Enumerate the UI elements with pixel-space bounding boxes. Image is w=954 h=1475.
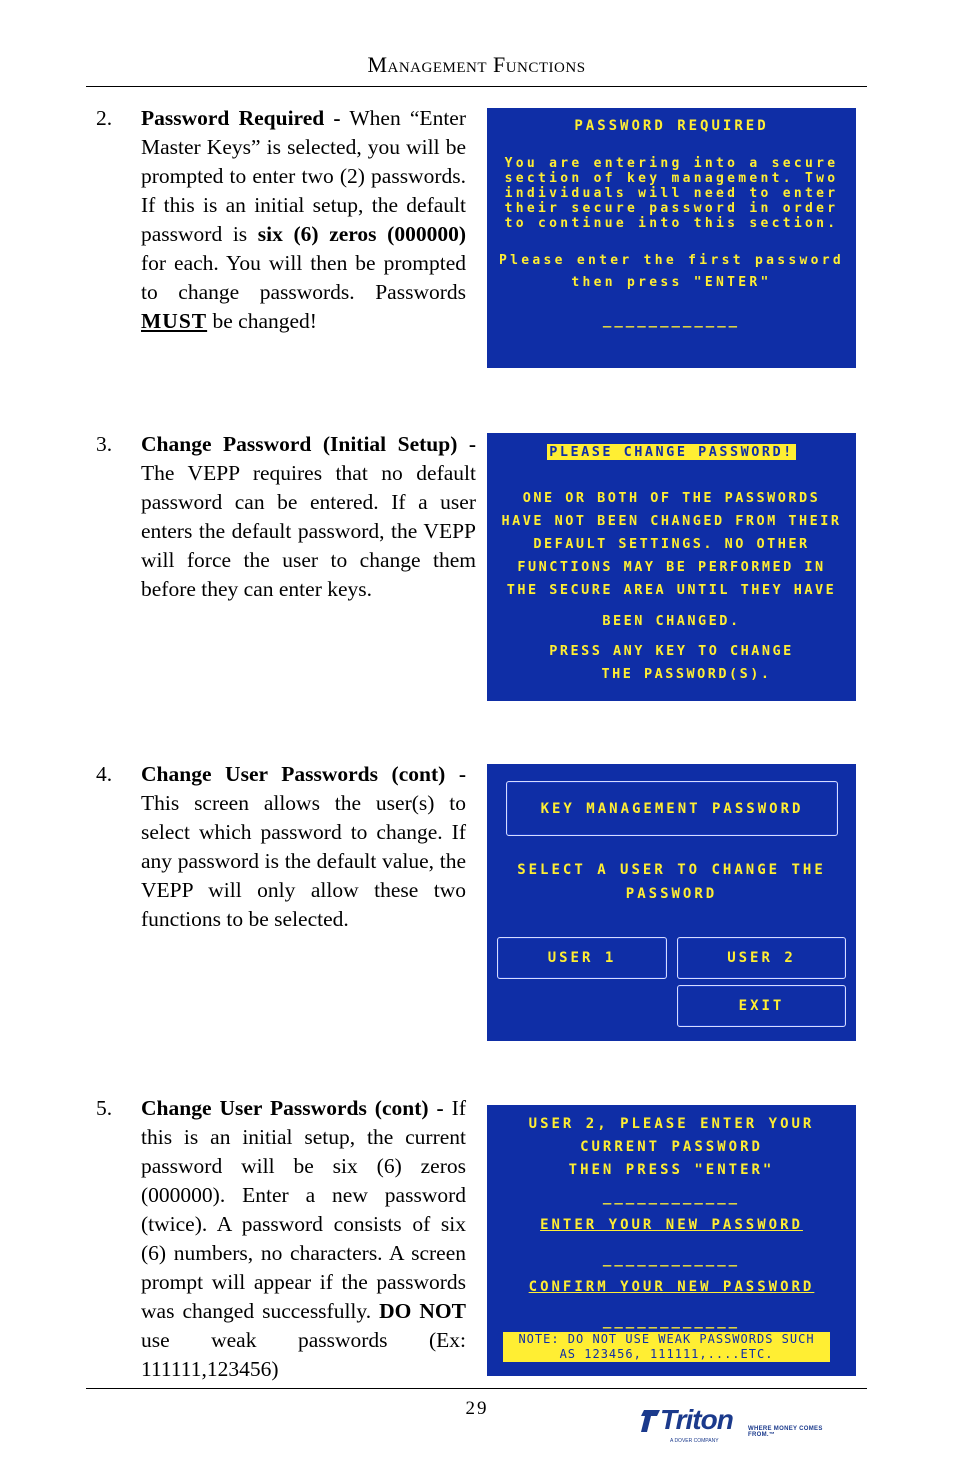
user-1-label: USER 1: [547, 950, 617, 966]
screen-line: BEEN CHANGED.: [602, 613, 741, 629]
footer-divider: [86, 1388, 867, 1389]
weak-password-note: [503, 1332, 830, 1362]
new-password-field: ____________: [602, 1251, 741, 1267]
screen-prompt: Please enter the first password: [499, 253, 844, 268]
screen-line: THE SECURE AREA UNTIL THEY HAVE: [506, 582, 837, 598]
password-entry-field: ____________: [602, 312, 741, 328]
screen-title: [487, 444, 856, 460]
item-emphasis: DO NOT: [379, 1299, 466, 1323]
screen-line: HAVE NOT BEEN CHANGED FROM THEIR: [501, 513, 842, 529]
item-emphasis: MUST: [141, 309, 208, 333]
item-body: be changed!: [207, 309, 317, 333]
item-body: use weak passwords (Ex: 111111,123456): [141, 1328, 466, 1381]
page-number: 29: [465, 1398, 489, 1419]
user-2-button[interactable]: [677, 937, 846, 979]
item-number: 5.: [96, 1096, 113, 1120]
item-title: Change User Passwords (cont) -: [141, 762, 466, 786]
screen-line: FUNCTIONS MAY BE PERFORMED IN: [517, 559, 826, 575]
page-header: [86, 52, 867, 87]
screen-line: PASSWORD: [625, 886, 718, 902]
screen-enter-password: [487, 1105, 856, 1376]
screen-line: ONE OR BOTH OF THE PASSWORDS: [522, 490, 821, 506]
screen-title: PASSWORD REQUIRED: [574, 118, 769, 134]
item-number: 3.: [96, 432, 113, 456]
item-text: [141, 104, 466, 336]
screen-line: THEN PRESS "ENTER": [568, 1162, 775, 1178]
screen-line: individuals will need to enter: [504, 186, 839, 201]
screen-title: KEY MANAGEMENT PASSWORD: [540, 800, 804, 817]
brand-name: Triton: [660, 1404, 733, 1435]
item-body: for each. You will then be prompted to change passwords. Passwords: [141, 251, 466, 304]
item-title: Password Required -: [141, 106, 341, 130]
triton-logo-icon: [640, 1408, 662, 1434]
confirm-password-label: CONFIRM YOUR NEW PASSWORD: [528, 1279, 815, 1295]
screen-line: section of key management. Two: [504, 171, 839, 186]
item-body: This screen allows the user(s) to select which password to change. If any password is the default value, the VEPP will only allow these two functions to be selected.: [141, 791, 466, 931]
screen-change-password: [487, 433, 856, 701]
item-title: Change Password (Initial Setup) -: [141, 432, 476, 456]
screen-line: CURRENT PASSWORD: [580, 1139, 763, 1155]
item-body: When “Enter Master Keys” is selected, you will be prompted to enter two (2) passwords. If this is an initial setup, the default password is: [141, 106, 466, 246]
item-body: The VEPP requires that no default password can be entered. If a user enters the default password, the VEPP will force the user to change them before they can enter keys.: [141, 461, 476, 601]
screen-line: their secure password in order: [504, 201, 839, 216]
screen-prompt: PRESS ANY KEY TO CHANGE: [549, 643, 794, 659]
new-password-label: ENTER YOUR NEW PASSWORD: [540, 1217, 803, 1233]
triton-logo: [640, 1404, 850, 1448]
screen-line: USER 2, PLEASE ENTER YOUR: [528, 1116, 815, 1132]
current-password-field: ____________: [602, 1189, 741, 1205]
screen-line: You are entering into a secure: [504, 156, 839, 171]
item-emphasis: six (6) zeros (000000): [257, 222, 466, 246]
screen-key-management: [487, 764, 856, 1041]
item-text: [141, 760, 466, 934]
section-title: Management Functions: [367, 52, 586, 77]
item-number: 4.: [96, 762, 113, 786]
exit-label: EXIT: [738, 998, 785, 1014]
user-1-button[interactable]: [497, 937, 667, 979]
item-text: [141, 1094, 466, 1384]
note-line: AS 123456, 111111,....ETC.: [559, 1347, 774, 1361]
screen-password-required: [487, 108, 856, 368]
screen-line: SELECT A USER TO CHANGE THE: [517, 862, 826, 878]
screen-line: to continue into this section.: [504, 216, 839, 231]
brand-tagline: WHERE MONEY COMES FROM.™: [748, 1426, 823, 1438]
screen-prompt: THE PASSWORD(S).: [601, 666, 772, 682]
screen-title-highlight: PLEASE CHANGE PASSWORD!: [549, 444, 794, 460]
item-body: If this is an initial setup, the current password will be six (6) zeros (000000). Enter a new password (twice). A password consists of six (6) numbers, no characters. A screen prompt will appear if the passwords was changed successfully.: [141, 1096, 466, 1323]
screen-prompt: then press "ENTER": [571, 275, 772, 290]
user-2-label: USER 2: [727, 950, 796, 966]
confirm-password-field: ____________: [602, 1313, 741, 1329]
item-title: Change User Passwords (cont) -: [141, 1096, 444, 1120]
exit-button[interactable]: [677, 985, 846, 1027]
key-management-title-box: [506, 781, 838, 836]
screen-line: DEFAULT SETTINGS. NO OTHER: [533, 536, 810, 552]
brand-subtitle: A DOVER COMPANY: [670, 1438, 719, 1444]
item-text: [141, 430, 476, 604]
note-line: NOTE: DO NOT USE WEAK PASSWORDS SUCH: [518, 1332, 815, 1346]
item-number: 2.: [96, 106, 113, 130]
